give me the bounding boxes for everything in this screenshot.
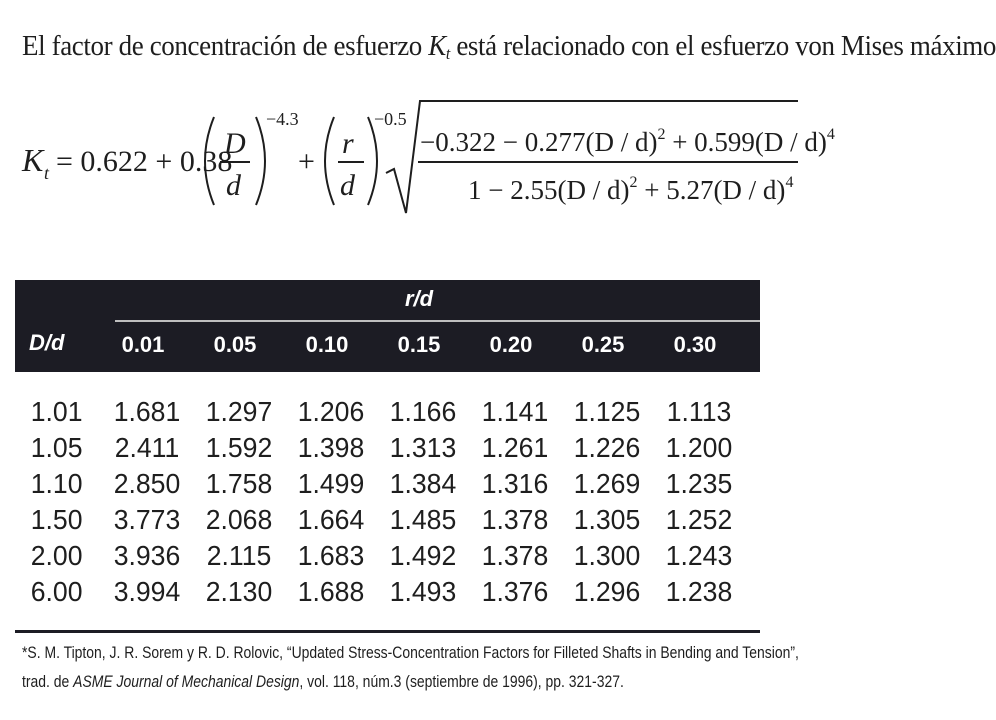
heading-symbol: K <box>428 30 446 62</box>
table-cell: 2.068 <box>205 504 273 535</box>
table-cell: 1.141 <box>481 396 549 427</box>
eq-paren-right-2 <box>368 117 377 205</box>
table-cell: 1.378 <box>481 504 549 535</box>
table-cell: 1.300 <box>573 540 641 571</box>
eq-frac1-denominator: d <box>226 169 241 202</box>
table-cell: 1.316 <box>481 468 549 499</box>
eq-frac1-numerator: D <box>224 127 246 160</box>
table-bottom-rule <box>15 630 760 633</box>
table-cell: 3.994 <box>113 576 181 607</box>
eq-num-pow2: 4 <box>826 126 835 143</box>
eq-exponent-1: −4.3 <box>266 109 299 129</box>
table-cell: 1.492 <box>389 540 457 571</box>
table-cell: 1.296 <box>573 576 641 607</box>
table-cell: 1.226 <box>573 432 641 463</box>
eq-lhs: K <box>22 142 44 178</box>
eq-paren-right-1 <box>256 117 265 205</box>
row-label: 2.00 <box>30 540 83 571</box>
table-row <box>15 540 760 575</box>
eq-plus: + <box>298 145 315 178</box>
eq-frac2-denominator: d <box>340 169 355 202</box>
column-header: 0.25 <box>581 332 625 357</box>
table-cell: 1.313 <box>389 432 457 463</box>
table-cell: 1.238 <box>665 576 733 607</box>
table-cell: 3.936 <box>113 540 181 571</box>
column-header: 0.01 <box>121 332 165 357</box>
table-row <box>15 576 760 611</box>
table-row <box>15 396 760 431</box>
eq-paren-left-2 <box>325 117 334 205</box>
column-header: 0.15 <box>397 332 441 357</box>
table-cell: 1.125 <box>573 396 641 427</box>
table-cell: 1.113 <box>666 396 732 427</box>
table-cell: 1.683 <box>297 540 365 571</box>
column-header: 0.30 <box>673 332 717 357</box>
eq-den-part1: 1 − 2.55(D / d) <box>468 175 630 205</box>
equation-graphic <box>18 95 835 225</box>
footnote-suffix: , vol. 118, núm.3 (septiembre de 1996), pp. 321-327. <box>299 672 624 691</box>
heading-subscript: t <box>445 44 450 63</box>
column-header: 0.05 <box>213 332 257 357</box>
table-cell: 1.592 <box>205 432 273 463</box>
table-cell: 1.398 <box>297 432 365 463</box>
footnote-journal: ASME Journal of Mechanical Design <box>73 672 300 691</box>
table-cell: 1.485 <box>389 504 457 535</box>
table-cell: 1.200 <box>665 432 733 463</box>
eq-lhs-subscript: t <box>44 163 50 183</box>
table-row <box>15 468 760 503</box>
table-cell: 1.243 <box>665 540 733 571</box>
table-header <box>15 280 760 372</box>
table-cell: 1.758 <box>205 468 273 499</box>
row-label: 1.05 <box>30 432 83 463</box>
row-label: 6.00 <box>30 576 83 607</box>
table-cell: 1.376 <box>481 576 549 607</box>
eq-den-pow2: 4 <box>785 174 794 191</box>
eq-exponent-2: −0.5 <box>374 109 407 129</box>
eq-constant-terms: = 0.622 + 0.38 <box>56 145 233 178</box>
table-cell: 1.297 <box>205 396 273 427</box>
left-edge-strip <box>0 0 10 720</box>
table-cell: 1.688 <box>297 576 365 607</box>
table-cell: 1.166 <box>389 396 457 427</box>
table-cell: 1.252 <box>665 504 733 535</box>
heading-text-before: El factor de concentración de esfuerzo <box>22 30 429 62</box>
table-cell: 1.493 <box>389 576 457 607</box>
source-footnote <box>22 638 799 696</box>
column-group-rule <box>115 320 760 322</box>
footnote-line-2 <box>22 667 645 696</box>
eq-sqrt-denominator <box>468 174 793 205</box>
row-header-label: D/d <box>29 330 65 355</box>
footnote-prefix: trad. de <box>22 672 74 691</box>
table-cell: 2.115 <box>206 540 272 571</box>
row-label: 1.50 <box>30 504 83 535</box>
table-cell: 2.850 <box>113 468 181 499</box>
table-cell: 1.681 <box>113 396 181 427</box>
eq-num-pow1: 2 <box>657 126 666 143</box>
table-cell: 1.384 <box>389 468 457 499</box>
column-group-label: r/d <box>405 286 434 311</box>
table-cell: 1.499 <box>297 468 365 499</box>
eq-num-part1: −0.322 − 0.277(D / d) <box>420 127 658 157</box>
column-header: 0.10 <box>305 332 349 357</box>
eq-den-part2: + 5.27(D / d) <box>637 175 786 205</box>
table-cell: 1.305 <box>573 504 641 535</box>
eq-frac2-numerator: r <box>342 127 354 160</box>
table-cell: 1.664 <box>297 504 365 535</box>
column-header: 0.20 <box>489 332 533 357</box>
eq-num-part2: + 0.599(D / d) <box>665 127 827 157</box>
row-label: 1.10 <box>30 468 83 499</box>
table-cell: 1.378 <box>481 540 549 571</box>
slide-heading <box>22 30 996 64</box>
table-cell: 1.235 <box>665 468 733 499</box>
table-cell: 3.773 <box>113 504 181 535</box>
table-row <box>15 504 760 539</box>
row-label: 1.01 <box>30 396 83 427</box>
footnote-line-1: *S. M. Tipton, J. R. Sorem y R. D. Rolovic, “Updated Stress-Concentration Factors for Filleted Shafts in Bending and Tension”, <box>22 643 799 662</box>
table-cell: 2.130 <box>205 576 273 607</box>
table-row <box>15 432 760 467</box>
table-cell: 1.261 <box>481 432 549 463</box>
eq-sqrt-numerator <box>420 126 835 157</box>
table-cell: 2.411 <box>114 432 180 463</box>
heading-text-after: está relacionado con el esfuerzo von Mises máximo <box>449 30 996 62</box>
table-cell: 1.206 <box>297 396 365 427</box>
eq-den-pow1: 2 <box>629 174 638 191</box>
table-cell: 1.269 <box>573 468 641 499</box>
stress-concentration-equation <box>18 95 835 225</box>
